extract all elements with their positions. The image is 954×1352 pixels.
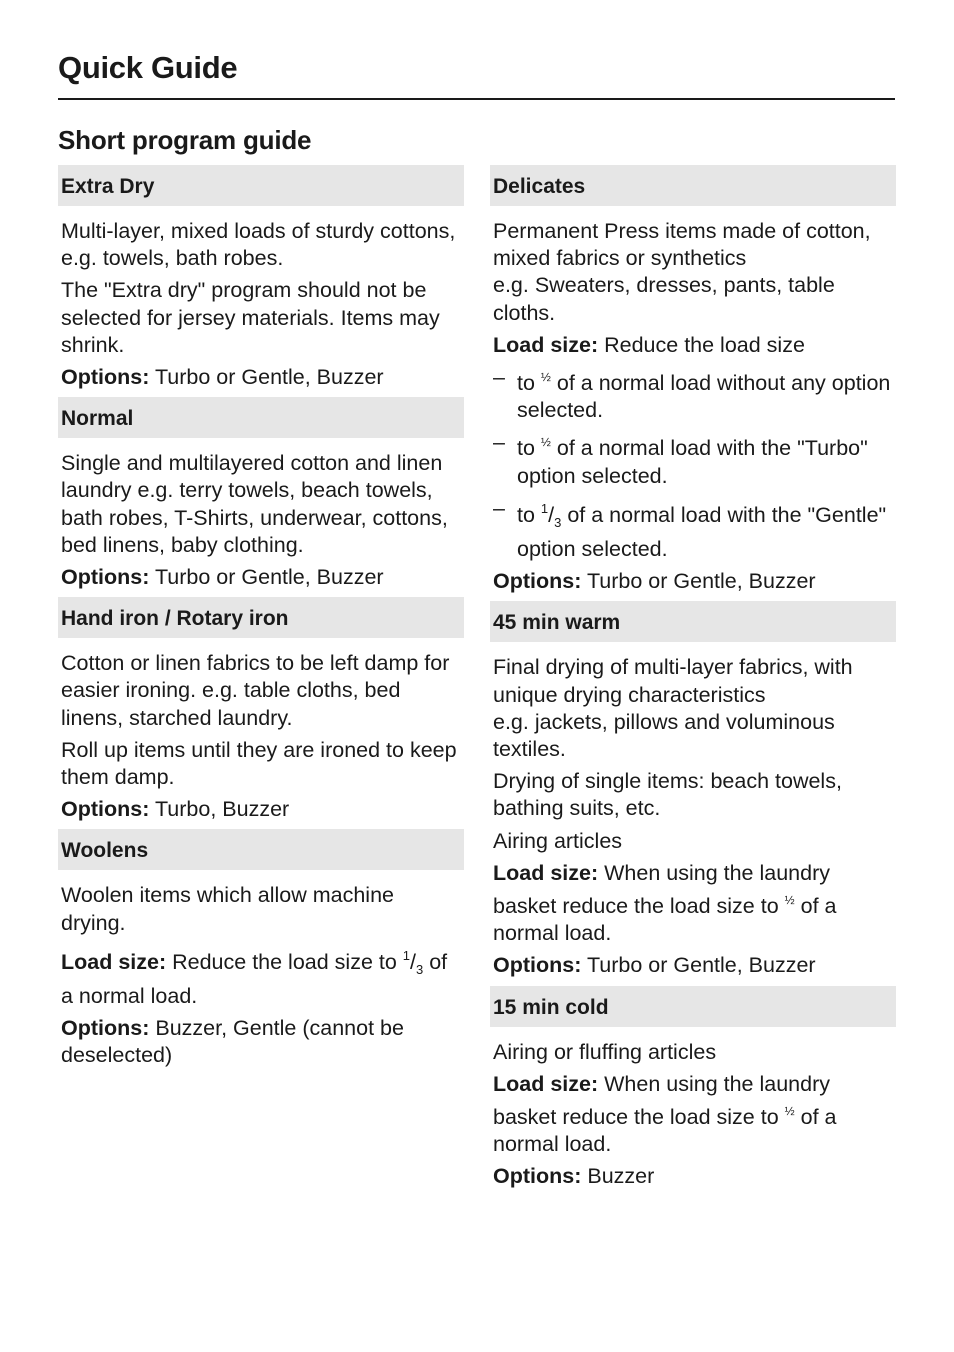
bullet-text-end: of a normal load with the "Gentle" option selected. (517, 502, 887, 562)
program-header: Hand iron / Rotary iron (58, 597, 464, 638)
program-load-size (490, 860, 896, 948)
load-size-text: Reduce the load size to (166, 949, 403, 974)
fraction-denominator: 3 (554, 514, 562, 530)
fraction-denominator: 3 (416, 961, 424, 977)
fraction-half: ½ (540, 370, 551, 385)
title-divider (58, 98, 895, 100)
program-options (490, 952, 896, 979)
options-label: Options: (493, 1164, 582, 1189)
options-label: Options: (61, 365, 150, 390)
program-options (490, 568, 896, 595)
program-description: Permanent Press items made of cotton, mixed fabrics or synthetics (493, 219, 871, 271)
program-options (58, 564, 464, 591)
options-value: Turbo or Gentle, Buzzer (581, 569, 816, 594)
options-label: Options: (493, 953, 582, 978)
program-note: Drying of single items: beach towels, bathing suits, etc. (493, 769, 842, 821)
program-header: Woolens (58, 829, 464, 870)
bullet-dash: – (493, 430, 505, 455)
fraction-slash: / (548, 502, 555, 527)
options-label: Options: (493, 569, 582, 594)
load-bullet (490, 429, 896, 489)
program-examples: e.g. Sweaters, dresses, pants, table cloths. (493, 273, 835, 325)
program-load-size (490, 332, 896, 359)
program-description: Final drying of multi-layer fabrics, with unique drying characteristics (493, 655, 853, 707)
bullet-text: to (517, 371, 541, 396)
program-description: Multi-layer, mixed loads of sturdy cottons, e.g. towels, bath robes. (61, 219, 456, 271)
load-size-text-end: of a normal load. (493, 1105, 837, 1157)
left-column (58, 165, 464, 1075)
program-woolens (58, 829, 464, 1069)
options-value: Turbo or Gentle, Buzzer (149, 565, 384, 590)
program-examples: e.g. jackets, pillows and voluminous textiles. (493, 709, 835, 762)
program-options (58, 796, 464, 823)
load-size-text: When using the laundry basket reduce the load size to (493, 1071, 831, 1130)
program-load-size (490, 1071, 896, 1159)
program-description: Cotton or linen fabrics to be left damp for easier ironing. e.g. table cloths, bed linens, starched laundry. (61, 651, 450, 730)
program-options (58, 1015, 464, 1069)
options-label: Options: (61, 565, 150, 590)
program-description: Airing or fluffing articles (493, 1039, 717, 1064)
program-load-size (58, 942, 464, 1010)
load-size-label: Load size: (493, 860, 599, 885)
program-header: Normal (58, 397, 464, 438)
program-header: Extra Dry (58, 165, 464, 206)
page-title: Quick Guide (58, 50, 238, 85)
options-value: Turbo or Gentle, Buzzer (581, 953, 816, 978)
bullet-text-end: of a normal load with the "Turbo" option selected. (517, 436, 868, 488)
load-size-text: When using the laundry basket reduce the load size to (493, 860, 831, 919)
bullet-dash: – (493, 495, 505, 520)
program-note: Roll up items until they are ironed to keep them damp. (61, 737, 457, 790)
fraction-numerator: 1 (540, 500, 549, 516)
program-options (58, 364, 464, 391)
program-note: Airing articles (493, 828, 623, 853)
options-label: Options: (61, 797, 150, 822)
options-value: Turbo, Buzzer (149, 797, 290, 822)
program-description: Woolen items which allow machine drying. (61, 883, 394, 935)
options-value: Buzzer (581, 1164, 655, 1189)
load-bullet (490, 364, 896, 424)
fraction-half: ½ (540, 435, 551, 450)
fraction-numerator: 1 (402, 947, 411, 963)
program-delicates (490, 165, 896, 595)
bullet-text-end: of a normal load without any option selected. (517, 371, 891, 423)
right-column (490, 165, 896, 1196)
bullet-text: to (517, 502, 541, 527)
load-size-label: Load size: (493, 332, 599, 357)
options-label: Options: (61, 1016, 150, 1041)
program-header: Delicates (490, 165, 896, 206)
section-heading: Short program guide (58, 125, 312, 155)
program-extra-dry (58, 165, 464, 391)
load-size-text-end: of a normal load. (493, 894, 837, 946)
program-header: 15 min cold (490, 986, 896, 1027)
program-normal (58, 397, 464, 591)
program-options (490, 1163, 896, 1190)
load-bullet (490, 495, 896, 563)
load-size-text-end: of a normal load. (61, 949, 448, 1009)
fraction-slash: / (410, 949, 417, 974)
program-header: 45 min warm (490, 601, 896, 642)
options-value: Turbo or Gentle, Buzzer (149, 365, 384, 390)
fraction-half: ½ (784, 893, 795, 908)
bullet-text: to (517, 436, 541, 461)
program-note: The "Extra dry" program should not be selected for jersey materials. Items may shrink. (61, 278, 440, 357)
program-description: Single and multilayered cotton and linen laundry e.g. terry towels, beach towels, bath robes, T-Shirts, underwear, cottons, bed linens, baby clothing. (61, 451, 448, 557)
load-size-label: Load size: (61, 949, 167, 974)
load-size-text: Reduce the load size (598, 332, 805, 357)
fraction-half: ½ (784, 1104, 795, 1119)
options-value: Buzzer, Gentle (cannot be deselected) (61, 1016, 404, 1068)
bullet-dash: – (493, 365, 505, 390)
load-size-label: Load size: (493, 1071, 599, 1096)
program-hand-iron (58, 597, 464, 823)
program-45-min-warm (490, 601, 896, 979)
program-15-min-cold (490, 986, 896, 1191)
